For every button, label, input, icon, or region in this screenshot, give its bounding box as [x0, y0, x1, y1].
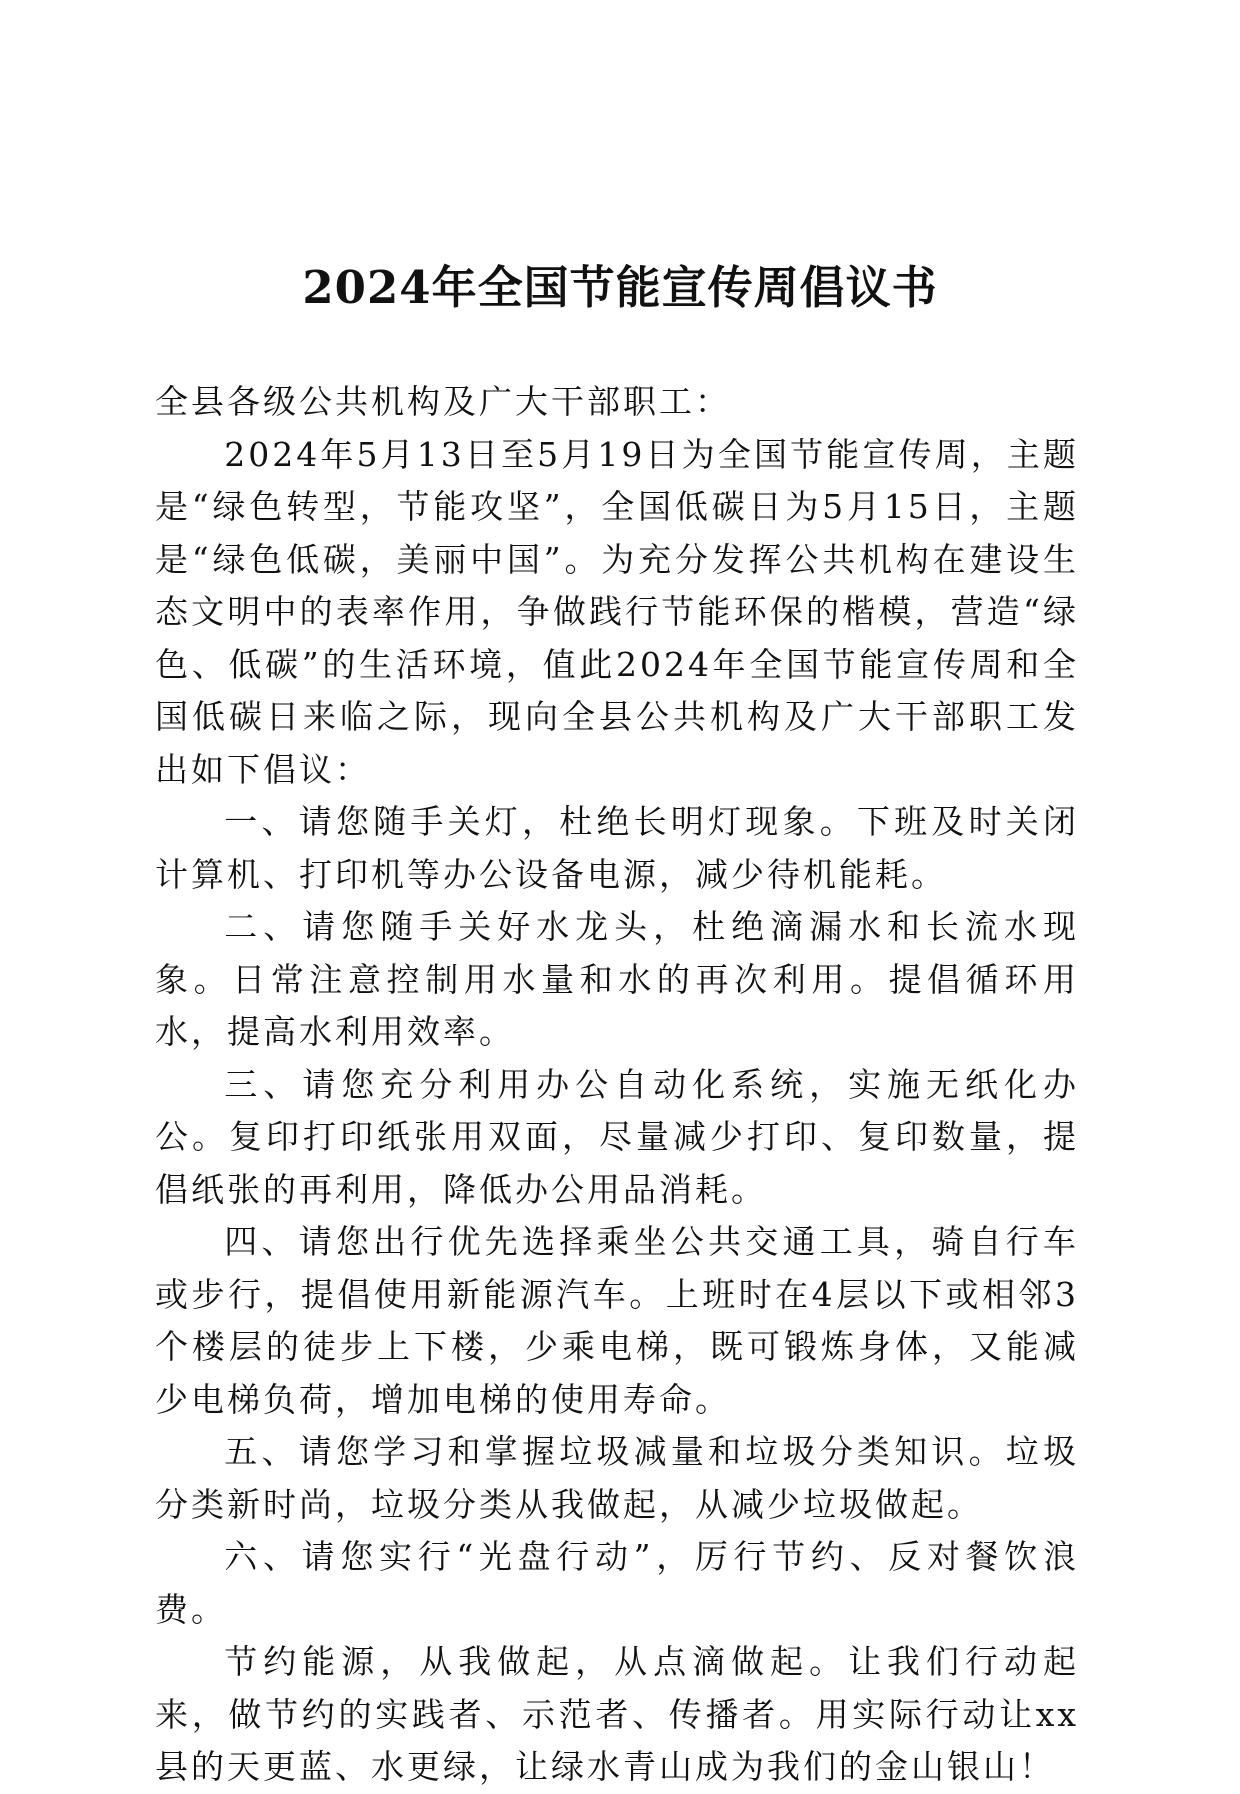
proposal-3-paragraph: 三、请您充分利用办公自动化系统，实施无纸化办公。复印打印纸张用双面，尽量减少打印、复印数量，提倡纸张的再利用，降低办公用品消耗。 — [155, 1064, 1079, 1209]
proposal-1-paragraph: 一、请您随手关灯，杜绝长明灯现象。下班及时关闭计算机、打印机等办公设备电源，减少待机能耗。 — [155, 802, 1079, 894]
closing-paragraph: 节约能源，从我做起，从点滴做起。让我们行动起来，做节约的实践者、示范者、传播者。用实际行动让xx县的天更蓝、水更绿，让绿水青山成为我们的金山银山！ — [155, 1642, 1079, 1786]
document-title: 2024年全国节能宣传周倡议书 — [302, 261, 938, 315]
proposal-5-paragraph: 五、请您学习和掌握垃圾减量和垃圾分类知识。垃圾分类新时尚，垃圾分类从我做起，从减少垃圾做起。 — [155, 1432, 1079, 1524]
intro-paragraph: 2024年5月13日至5月19日为全国节能宣传周，主题是“绿色转型，节能攻坚”，全国低碳日为5月15日，主题是“绿色低碳，美丽中国”。为充分发挥公共机构在建设生态文明中的表率作用，争做践行节能环保的楷模，营造“绿色、低碳”的生活环境，值此2024年全国节能宣传周和全国低碳日来临之际，现向全县公共机构及广大干部职工发出如下倡议： — [155, 434, 1079, 789]
document-body — [155, 376, 1079, 1794]
proposal-2-paragraph: 二、请您随手关好水龙头，杜绝滴漏水和长流水现象。日常注意控制用水量和水的再次利用。提倡循环用水，提高水利用效率。 — [155, 907, 1079, 1051]
proposal-4-paragraph: 四、请您出行优先选择乘坐公共交通工具，骑自行车或步行，提倡使用新能源汽车。上班时在4层以下或相邻3个楼层的徒步上下楼，少乘电梯，既可锻炼身体，又能减少电梯负荷，增加电梯的使用寿命。 — [155, 1222, 1079, 1419]
salutation: 全县各级公共机构及广大干部职工： — [155, 382, 731, 421]
proposal-6-paragraph: 六、请您实行“光盘行动”，厉行节约、反对餐饮浪费。 — [155, 1537, 1079, 1629]
